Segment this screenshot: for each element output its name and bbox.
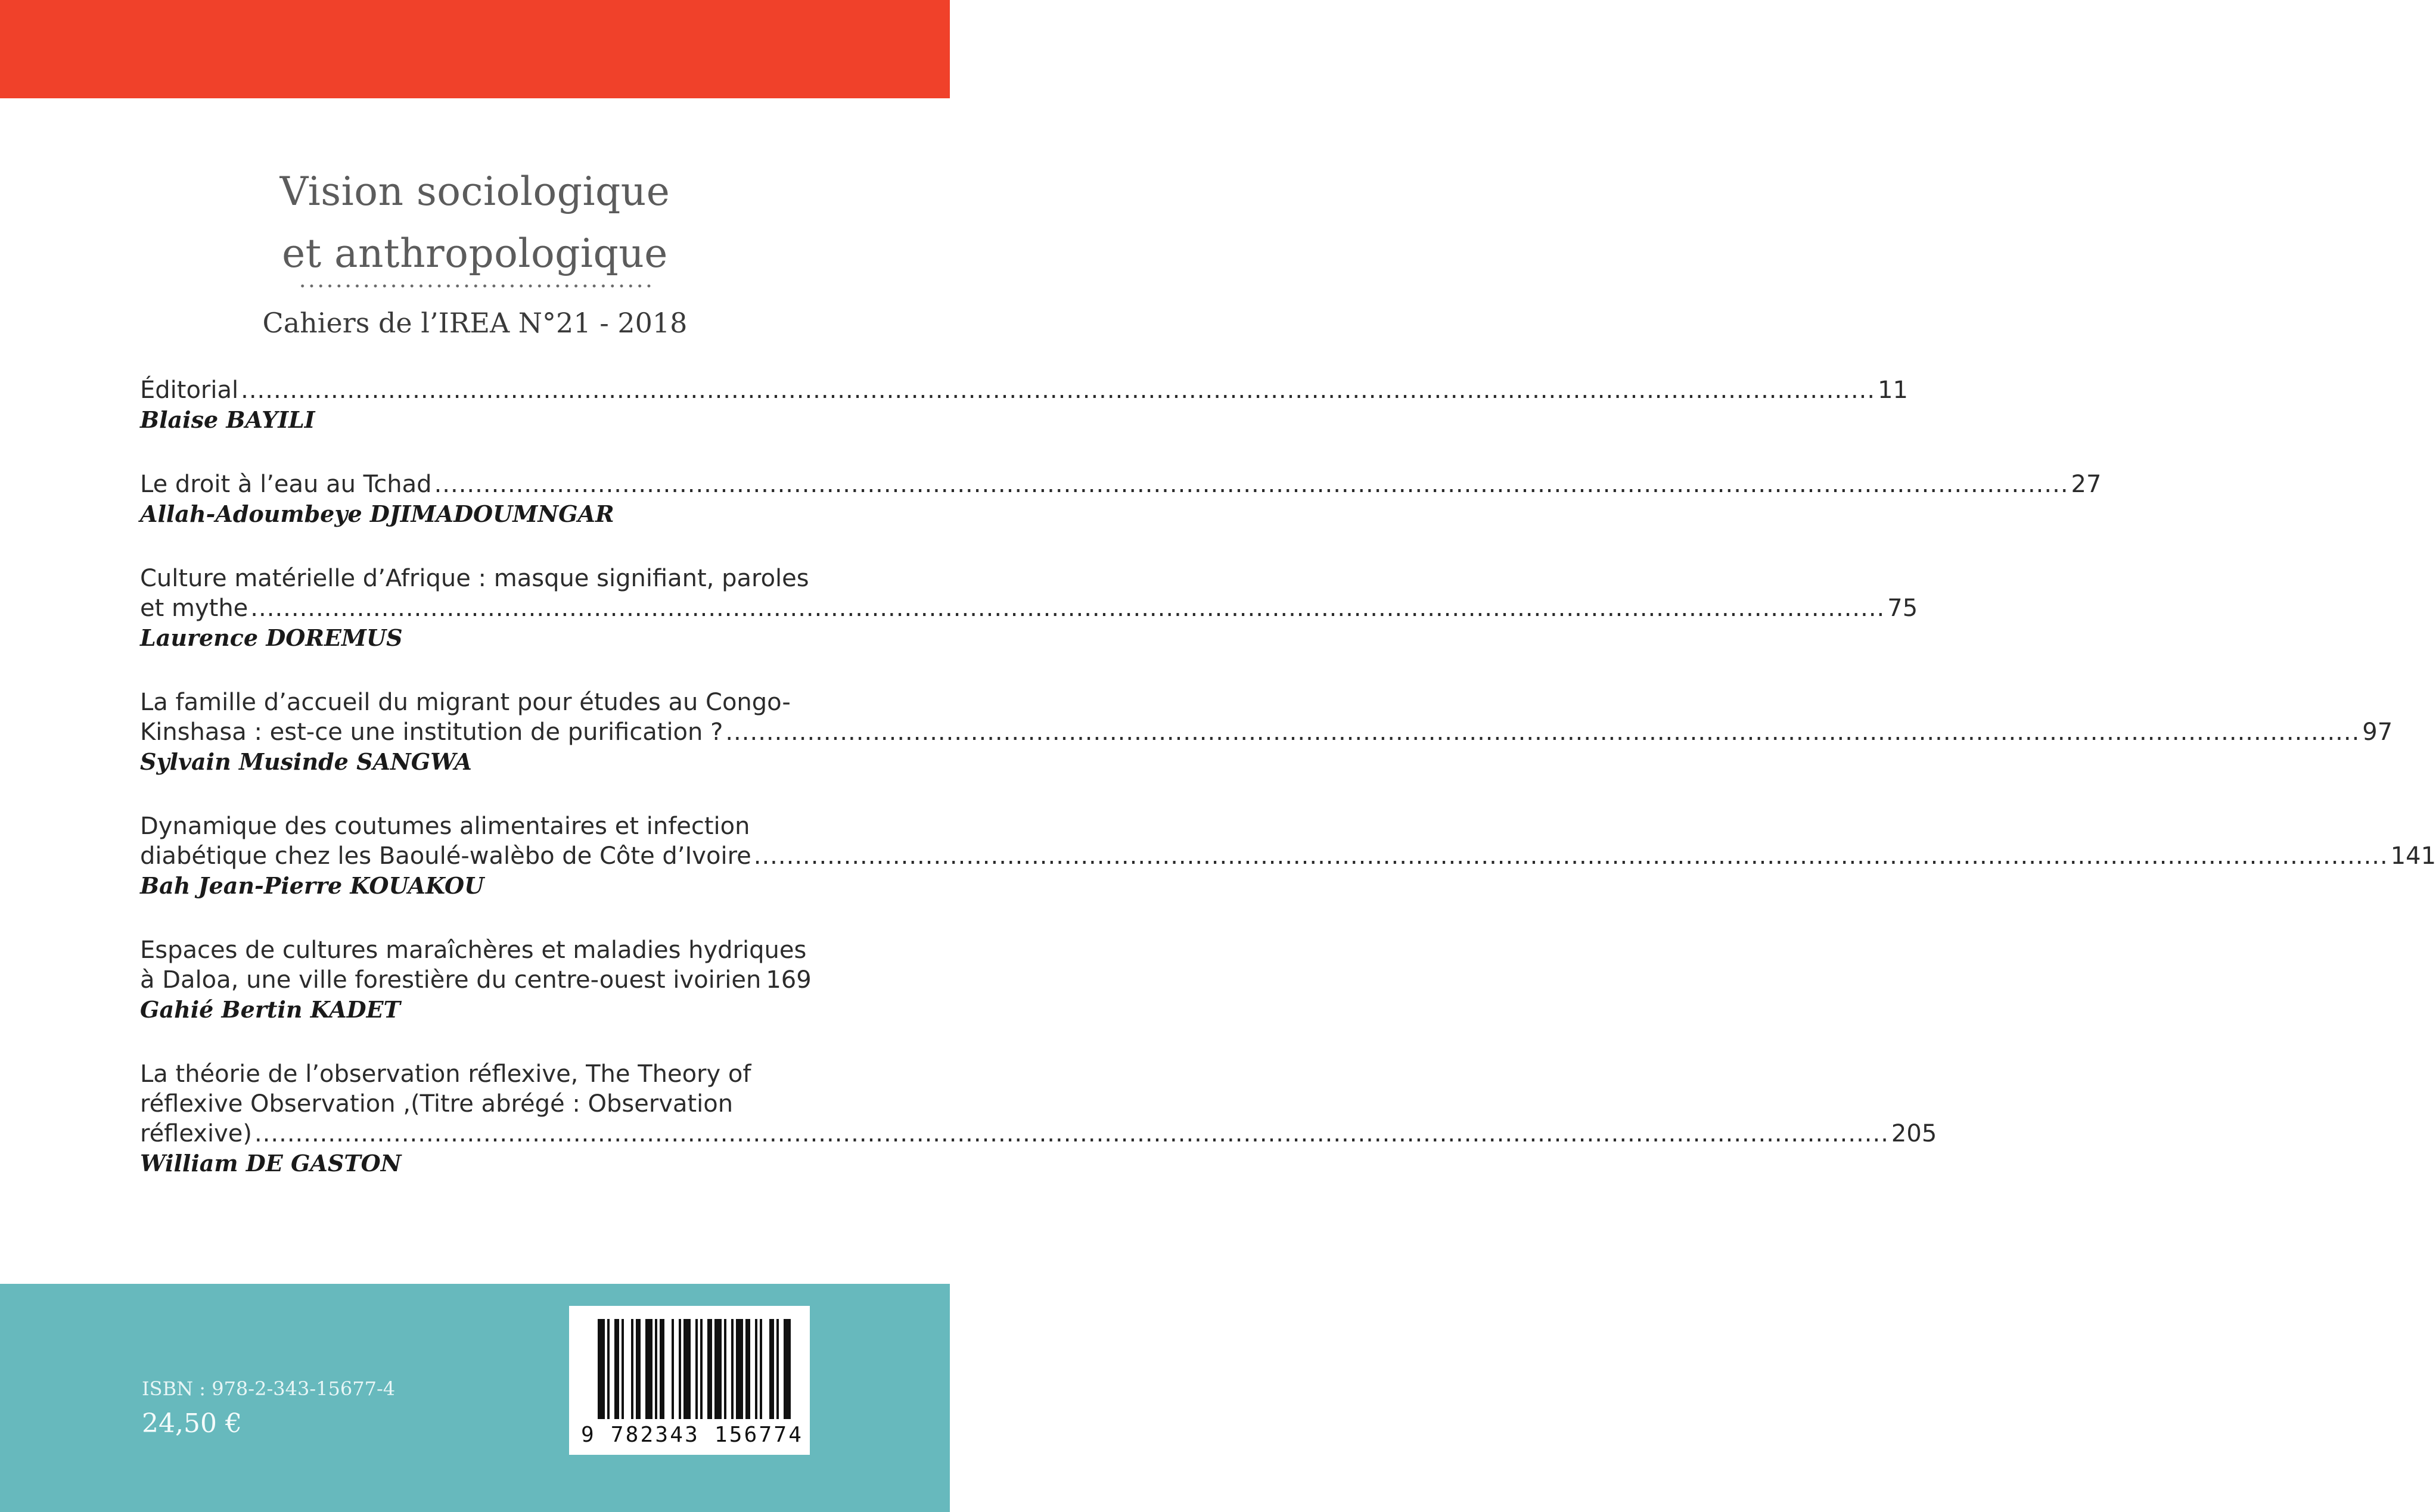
barcode-bar <box>636 1319 641 1419</box>
barcode <box>569 1306 810 1455</box>
isbn: ISBN : 978-2-343-15677-4 <box>142 1377 396 1400</box>
toc-title-text: Espaces de cultures maraîchères et maladies hydriques <box>140 937 807 964</box>
toc-title-text: et mythe <box>140 595 248 622</box>
toc-title-line-with-page <box>140 375 1908 405</box>
toc-author: Sylvain Musinde SANGWA <box>140 748 472 775</box>
toc-entry <box>140 1059 1937 1178</box>
barcode-digits: 9 782343 156774 <box>581 1423 804 1447</box>
series-subtitle: Cahiers de l’IREA N°21 - 2018 <box>262 307 688 339</box>
toc-entry <box>140 564 1918 653</box>
toc-author: Laurence DOREMUS <box>140 624 403 651</box>
barcode-bar <box>645 1319 652 1419</box>
toc-title-line-with-page <box>140 841 2436 871</box>
toc-entry <box>140 469 2102 529</box>
toc-title-text: à Daloa, une ville forestière du centre-ouest ivoirien <box>140 966 762 994</box>
toc-title-text: La famille d’accueil du migrant pour études au Congo- <box>140 689 791 716</box>
top-color-band <box>0 0 950 98</box>
toc-page-number: 97 <box>2362 718 2393 746</box>
dot-leader: ........................................................................................................................................................................................................ <box>434 471 2069 498</box>
toc-title-line-with-page <box>140 1119 1937 1149</box>
barcode-bar <box>679 1319 681 1419</box>
toc-title-text: Kinshasa : est-ce une institution de purification ? <box>140 718 723 746</box>
barcode-bar <box>724 1319 726 1419</box>
barcode-bar <box>769 1319 774 1419</box>
toc-title-text: réflexive Observation ,(Titre abrégé : Observation <box>140 1090 734 1118</box>
toc-page-number: 11 <box>1878 377 1908 404</box>
toc-title-text: réflexive) <box>140 1120 252 1147</box>
toc-title-line-with-page <box>140 469 2102 499</box>
barcode-bar <box>631 1319 633 1419</box>
toc-entry <box>140 375 1908 435</box>
toc-page-number: 169 <box>766 966 812 994</box>
toc-title-text: Culture matérielle d’Afrique : masque signifiant, paroles <box>140 565 809 592</box>
toc-title-line-with-page <box>140 593 1918 623</box>
barcode-bar <box>683 1319 691 1419</box>
toc-title-line <box>140 1059 809 1089</box>
toc-page-number: 205 <box>1891 1120 1937 1147</box>
table-of-contents <box>140 375 2436 1213</box>
toc-author: William DE GASTON <box>140 1150 402 1177</box>
title-block <box>0 161 950 285</box>
toc-author: Bah Jean-Pierre KOUAKOU <box>140 872 484 899</box>
toc-title-line <box>140 935 809 965</box>
dot-leader: ........................................................................................................................................................................................................ <box>753 842 2388 870</box>
toc-author: Blaise BAYILI <box>140 406 315 433</box>
barcode-bar <box>707 1319 712 1419</box>
toc-title-line <box>140 811 809 841</box>
barcode-bar <box>622 1319 624 1419</box>
title-line-1: Vision sociologique <box>279 169 670 214</box>
dot-leader: ........................................................................................................................................................................................................ <box>241 377 1876 404</box>
barcode-bar <box>695 1319 698 1419</box>
barcode-bar <box>672 1319 674 1419</box>
toc-title-text: Le droit à l’eau au Tchad <box>140 471 432 498</box>
toc-title-text: La théorie de l’observation réflexive, The Theory of <box>140 1060 751 1088</box>
toc-title-line <box>140 564 809 593</box>
dot-leader: ........................................................................................................................................................................................................ <box>250 595 1885 622</box>
toc-page-number: 141 <box>2390 842 2436 870</box>
toc-page-number: 75 <box>1887 595 1918 622</box>
toc-author: Gahié Bertin KADET <box>140 996 400 1023</box>
barcode-bar <box>776 1319 779 1419</box>
toc-title-line <box>140 687 809 717</box>
price: 24,50 € <box>142 1408 242 1439</box>
barcode-bar <box>598 1319 605 1419</box>
toc-title-text: Éditorial <box>140 377 239 404</box>
barcode-bar <box>760 1319 762 1419</box>
title-line-2: et anthropologique <box>282 231 668 276</box>
barcode-bar <box>655 1319 657 1419</box>
toc-entry <box>140 935 812 1025</box>
toc-title-text: Dynamique des coutumes alimentaires et infection <box>140 813 750 840</box>
toc-title-line-with-page <box>140 717 2393 747</box>
barcode-bar <box>700 1319 703 1419</box>
dot-leader: ........................................................................................................................................................................................................ <box>725 718 2360 746</box>
toc-title-line <box>140 1089 809 1119</box>
barcode-bar <box>736 1319 743 1419</box>
toc-title-text: diabétique chez les Baoulé-walèbo de Côte d’Ivoire <box>140 842 751 870</box>
toc-author: Allah-Adoumbeye DJIMADOUMNGAR <box>140 500 614 527</box>
dot-leader: ........................................................................................................................................................................................................ <box>254 1120 1889 1147</box>
toc-page-number: 27 <box>2071 471 2102 498</box>
barcode-bar <box>660 1319 664 1419</box>
toc-entry <box>140 811 2436 901</box>
dotted-divider <box>298 282 653 290</box>
barcode-bar <box>607 1319 610 1419</box>
toc-entry <box>140 687 2393 777</box>
toc-title-line-with-page <box>140 965 812 995</box>
barcode-bar <box>784 1319 791 1419</box>
barcode-bar <box>745 1319 750 1419</box>
barcode-bar <box>614 1319 619 1419</box>
barcode-bar <box>755 1319 757 1419</box>
barcode-bar <box>714 1319 722 1419</box>
barcode-bar <box>731 1319 734 1419</box>
